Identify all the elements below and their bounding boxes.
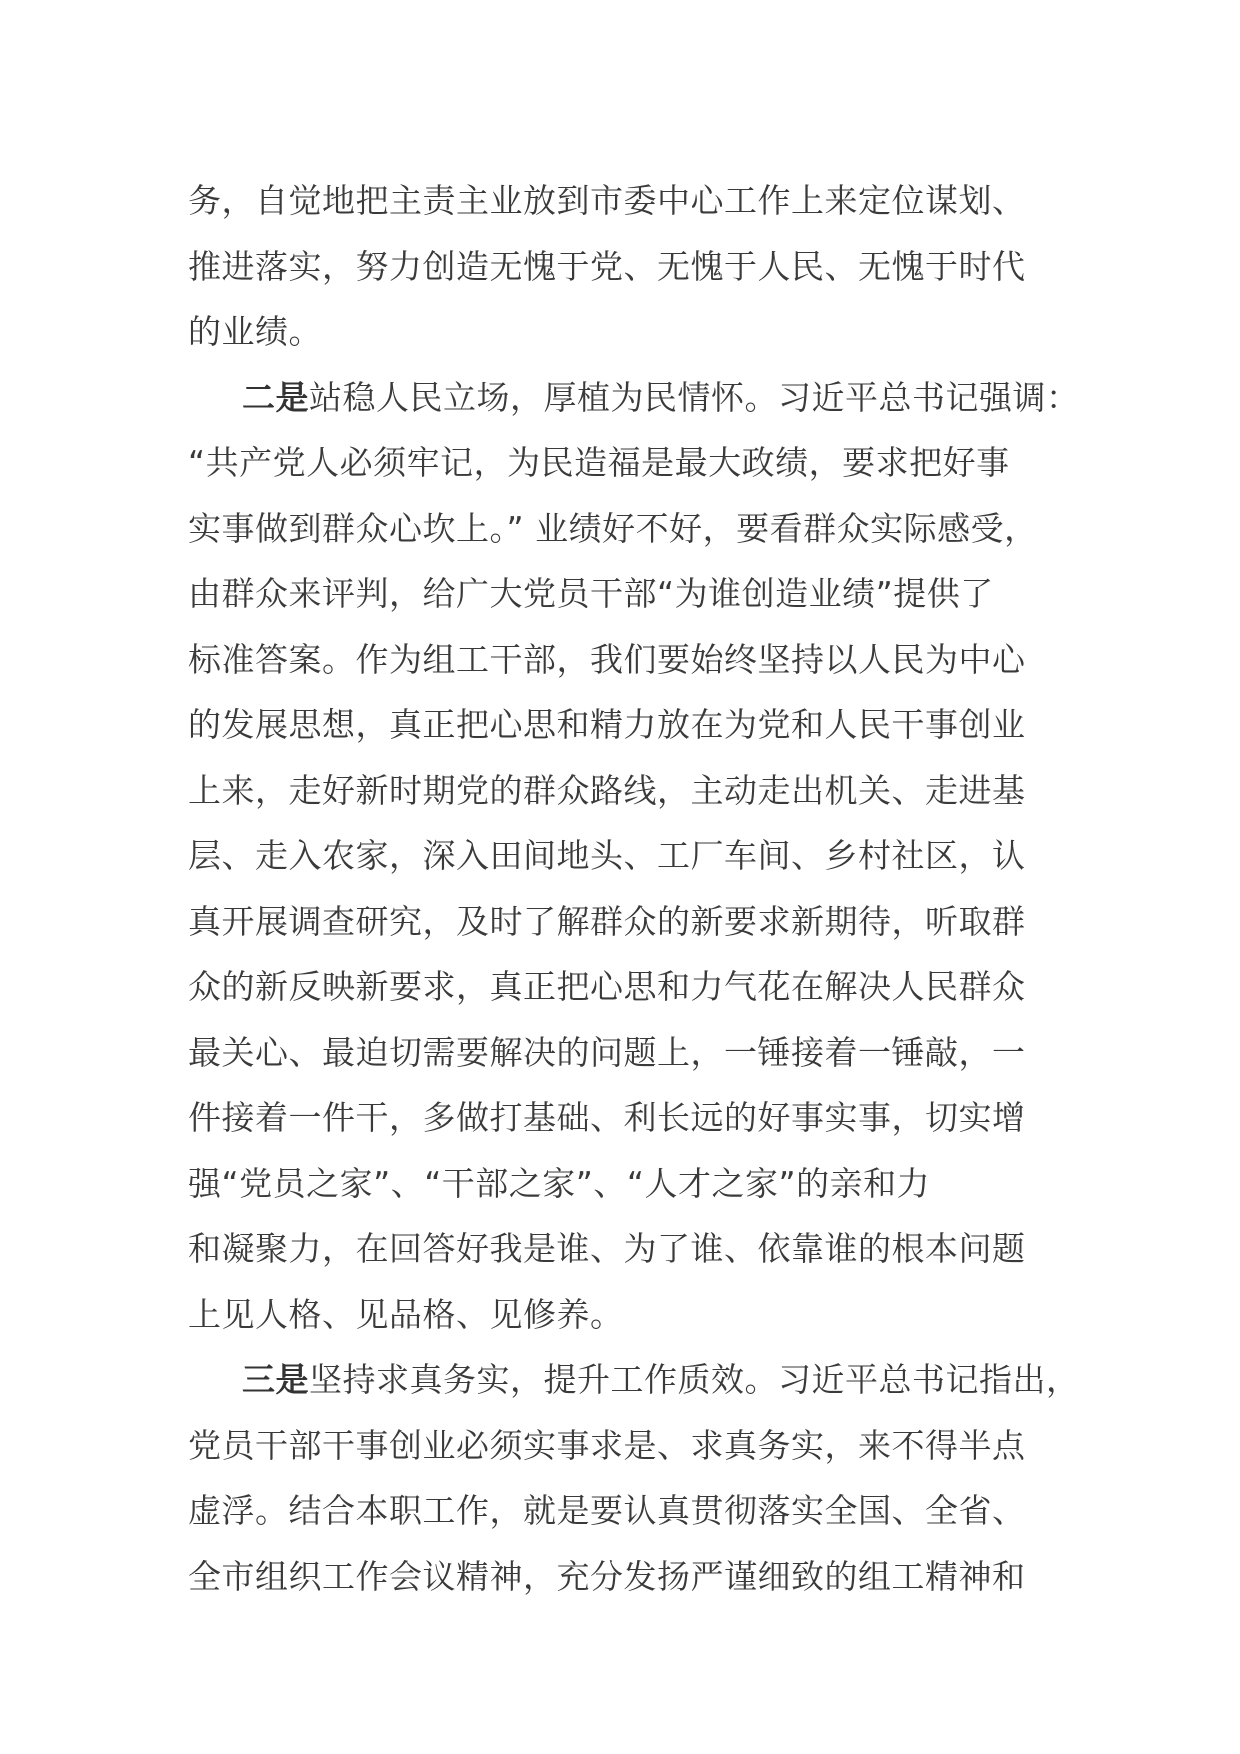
text-line: 上见人格、见品格、见修养。 [188,1294,624,1334]
text-line: 的业绩。 [188,312,322,351]
text-line: 全市组织工作会议精神，充分发扬严谨细致的组工精神和 [188,1556,1026,1596]
text-line: 虚浮。结合本职工作，就是要认真贯彻落实全国、全省、 [188,1491,1026,1530]
text-line: 党员干部干事创业必须实事求是、求真务实，来不得半点 [188,1425,1026,1465]
text-line: 的发展思想，真正把心思和精力放在为党和人民干事创业 [188,705,1026,744]
text-line: 件接着一件干，多做打基础、利长远的好事实事，切实增 [188,1098,1026,1137]
text-line: 层、走入农家，深入田间地头、工厂车间、乡村社区，认 [188,836,1026,875]
text-line: 最关心、最迫切需要解决的问题上，一锤接着一锤敲，一 [188,1032,1026,1072]
text-line: 标准答案。作为组工干部，我们要始终坚持以人民为中心 [188,639,1026,679]
paragraph-lead: 三是 [242,1360,309,1399]
paragraph-lead: 二是 [242,377,309,417]
text-line: 和凝聚力，在回答好我是谁、为了谁、依靠谁的根本问题 [188,1229,1026,1268]
text-line: 强“党员之家”、“干部之家”、“人才之家”的亲和力 [188,1163,931,1203]
text-line: 由群众来评判，给广大党员干部“为谁创造业绩”提供了 [188,574,994,613]
paragraph-start-line: 三是坚持求真务实，提升工作质效。习近平总书记指出， [242,1360,1080,1399]
body-text [188,168,1080,1609]
text-line: 推进落实，努力创造无愧于党、无愧于人民、无愧于时代 [188,246,1026,286]
text-line: “共产党人必须牢记，为民造福是最大政绩，要求把好事 [188,443,1010,482]
text-line: 上来，走好新时期党的群众路线，主动走出机关、走进基 [188,770,1026,810]
text-line: 众的新反映新要求，真正把心思和力气花在解决人民群众 [188,967,1026,1006]
paragraph-start-line: 二是站稳人民立场，厚植为民情怀。习近平总书记强调： [242,377,1080,417]
text-line: 实事做到群众心坎上。” 业绩好不好，要看群众实际感受， [188,508,1038,548]
text-line: 真开展调查研究，及时了解群众的新要求新期待，听取群 [188,901,1026,941]
text-line: 务，自觉地把主责主业放到市委中心工作上来定位谋划、 [188,181,1026,220]
